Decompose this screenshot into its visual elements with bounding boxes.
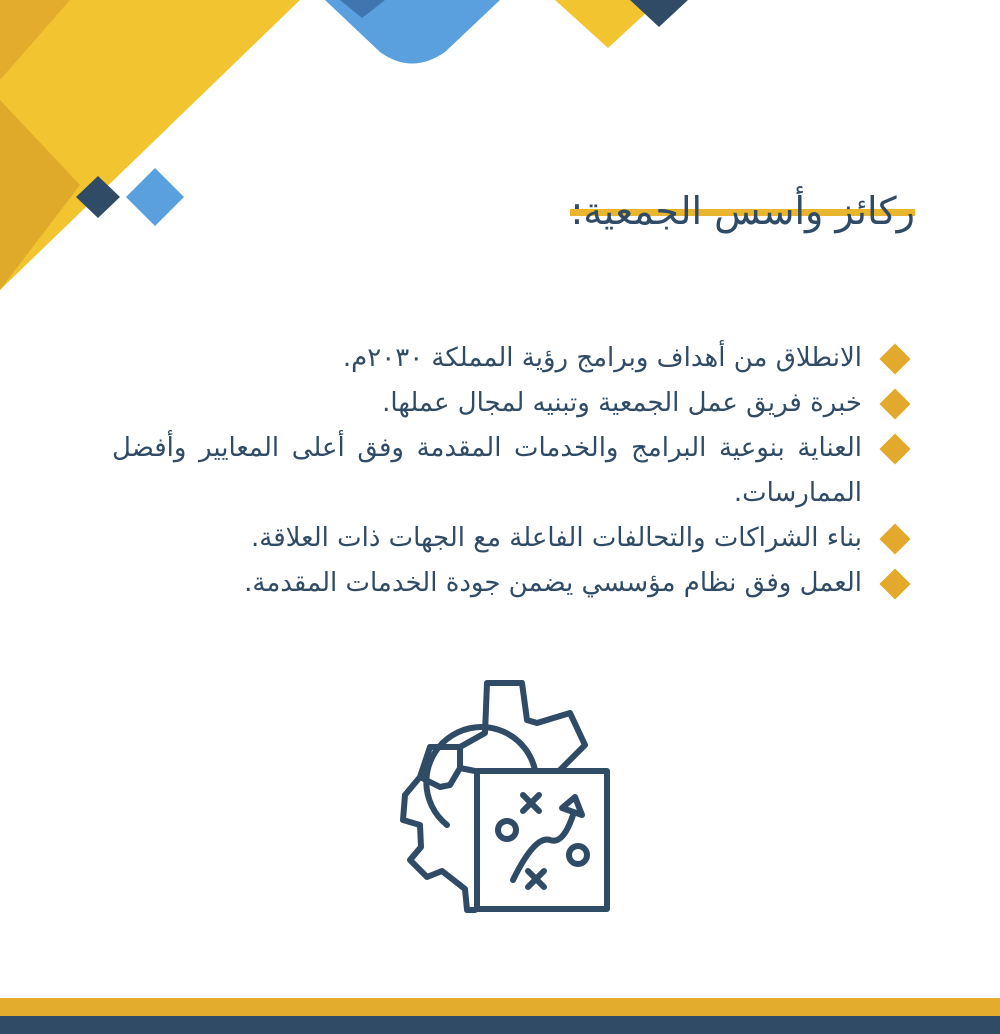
diamond-bullet-icon [879,568,910,599]
list-item-text: خبرة فريق عمل الجمعية وتبنيه لمجال عملها. [382,388,862,418]
list-item-text: العمل وفق نظام مؤسسي يضمن جودة الخدمات المقدمة. [244,568,862,598]
diamond-bullet-icon [879,388,910,419]
list-item [112,426,912,516]
list-item-text: بناء الشراكات والتحالفات الفاعلة مع الجهات ذات العلاقة. [251,523,862,553]
footer-navy-bar [0,1016,1000,1034]
blue-small-diamond [126,168,184,226]
list-item [112,516,912,561]
diamond-bullet-icon [879,523,910,554]
blue-drop-shape [325,0,500,64]
pillars-list [112,336,912,606]
diamond-bullet-icon [879,343,910,374]
yellow-band-shape [0,0,300,290]
footer-gold-bar [0,998,1000,1016]
list-item-text: الانطلاق من أهداف وبرامج رؤية المملكة ٢٠٣٠م. [342,343,862,373]
list-item-text: العناية بنوعية البرامج والخدمات المقدمة وفق أعلى المعايير وأفضل الممارسات. [112,433,862,508]
diamond-bullet-icon [879,433,910,464]
decorative-header-shapes [0,0,1000,300]
heading-block [570,183,915,239]
page-title: ركائز وأسس الجمعية: [570,189,915,233]
gear-strategy-board-icon [385,675,620,915]
list-item [112,336,912,381]
list-item [112,381,912,426]
list-item [112,561,912,606]
gear-outline [403,768,475,910]
